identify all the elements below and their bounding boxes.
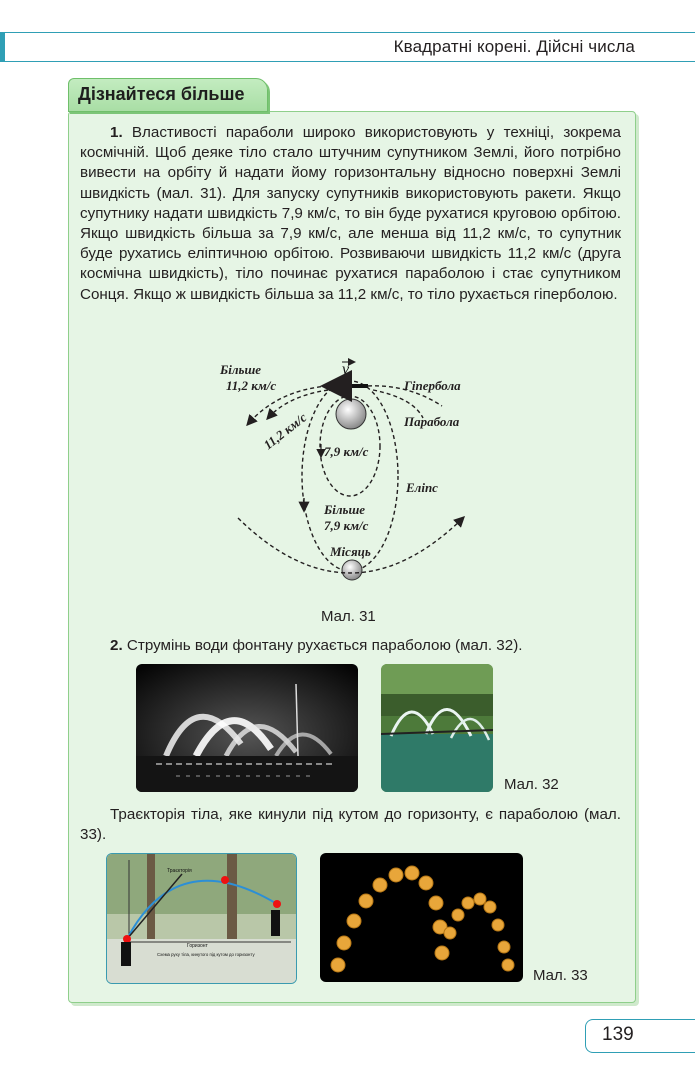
fountain-night-photo	[136, 664, 358, 792]
horizon-label: Горизонт	[187, 943, 208, 949]
parabola-label: Парабола	[404, 414, 460, 429]
paragraph-1	[80, 123, 621, 305]
more2-line1: Більше	[324, 502, 366, 517]
more-label-2: 11,2 км/с	[226, 378, 277, 393]
fountain-park-photo	[381, 664, 493, 792]
fig32-caption: Мал. 32	[504, 776, 559, 793]
photo-caption: Схема руху тіла, кинутого під кутом до горизонту	[157, 952, 255, 957]
ellipse-label: Еліпс	[406, 480, 438, 495]
page-number: 139	[602, 1024, 634, 1045]
moon	[342, 560, 362, 580]
more-label-1: Більше	[220, 362, 262, 377]
throw-trajectory-photo	[106, 853, 297, 984]
header-accent	[0, 32, 5, 62]
bouncing-ball-photo	[320, 853, 523, 982]
paragraph-1-number: 1.	[110, 124, 123, 141]
orbit-diagram	[218, 358, 478, 590]
fig31-caption: Мал. 31	[321, 608, 376, 625]
more2-line2: 7,9 км/с	[324, 518, 369, 533]
paragraph-1-text: Властивості параболи широко використовують у техніці, зокрема космічній. Щоб деяке тіло стало штучним супутником Землі, його потрібно вивести на орбіту й надати йому горизонтальну відносно поверхні Землі швидкість (мал. 31). Для запуску супутників використовують ракети. Якщо супутнику надати швидкість 7,9 км/с, то він буде рухатися круговою орбітою. Якщо швидкість більша за 7,9 км/с, але менша від 11,2 км/с, то супутник буде рухатись еліптичною орбітою. Розвиваючи швидкість 11,2 км/с (друга космічна швидкість), тіло починає рухатися параболою і стає супутником Сонця. Якщо ж швидкість більша за 11,2 км/с, то тіло рухається гіперболою.	[80, 124, 621, 303]
earth	[336, 399, 366, 429]
learn-more-title: Дізнайтеся більше	[78, 84, 245, 104]
paragraph-2-text: Струмінь води фонтану рухається параболою (мал. 32).	[126, 637, 523, 654]
moon-label: Місяць	[330, 544, 371, 559]
paragraph-2	[80, 636, 621, 656]
speed-112-label: 11,2 км/с	[260, 409, 310, 453]
chapter-title: Квадратні корені. Дійсні числа	[393, 37, 635, 56]
speed-79-label: 7,9 км/с	[324, 444, 369, 459]
vector-label: v	[342, 361, 350, 378]
paragraph-2-number: 2.	[110, 637, 123, 654]
fig33-caption: Мал. 33	[533, 967, 588, 984]
hyperbola-label: Гіпербола	[404, 378, 461, 393]
traj-label: Траєкторія	[167, 868, 192, 874]
paragraph-3: Траєкторія тіла, яке кинули під кутом до горизонту, є параболою (мал. 33).	[80, 806, 621, 844]
